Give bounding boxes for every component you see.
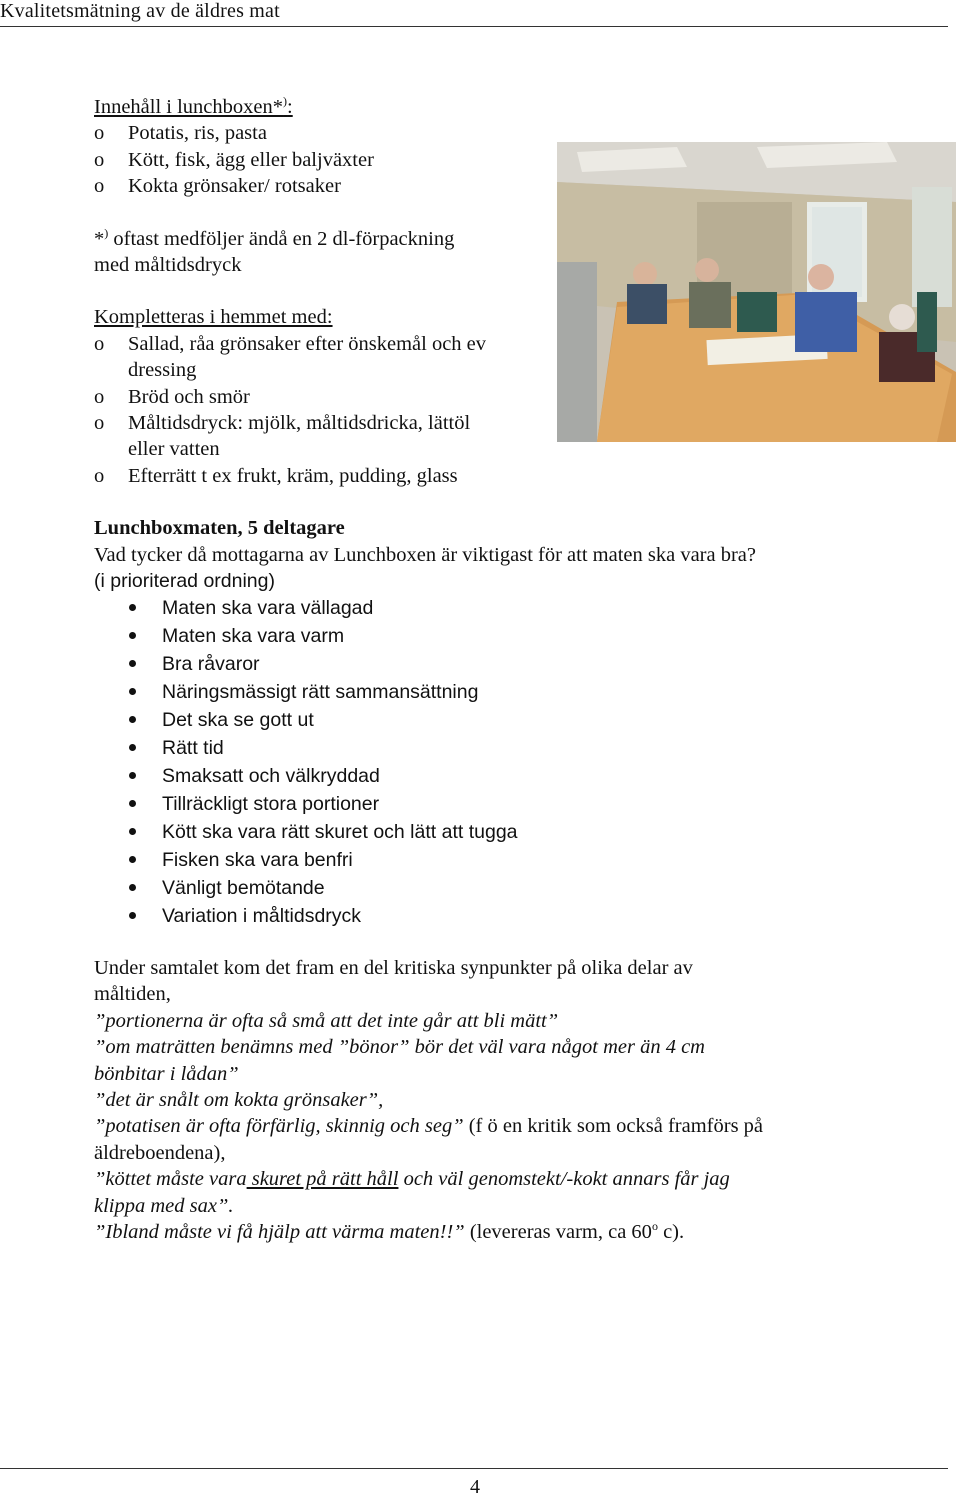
criticism-intro-line2: måltiden, xyxy=(94,983,171,1006)
survey-order-note: (i prioriterad ordning) xyxy=(94,570,275,592)
list-item: o Sallad, råa grönsaker efter önskemål och ev dressing xyxy=(94,331,486,384)
quote-beans: ”om maträtten benämns med ”bönor” bör det väl vara något mer än 4 cm xyxy=(94,1036,705,1059)
quote-portions: ”portionerna är ofta så små att det inte går att bli mätt” xyxy=(94,1009,559,1032)
list-item: Smaksatt och välkryddad xyxy=(94,762,794,790)
survey-section xyxy=(94,515,756,595)
quote-potatoes: ”potatisen är ofta förfärlig, skinnig och seg” (f ö en kritik som också framförs på xyxy=(94,1115,764,1138)
lunchbox-note: *) oftast medföljer ändå en 2 dl-förpackning xyxy=(94,225,455,250)
quote-meat: ”köttet måste vara skuret på rätt håll och väl genomstekt/-kokt annars får jag xyxy=(94,1168,730,1191)
quote-vegetables: ”det är snålt om kokta grönsaker”, xyxy=(94,1089,384,1112)
list-item: Bra råvaror xyxy=(94,650,794,678)
lunchbox-heading: Innehåll i lunchboxen*): xyxy=(94,94,293,118)
list-item: Vänligt bemötande xyxy=(94,874,794,902)
criticism-intro: Under samtalet kom det fram en del kritiska synpunkter på olika delar av xyxy=(94,957,693,979)
meeting-photo-illustration xyxy=(557,142,956,442)
quote-meat-line2: klippa med sax”. xyxy=(94,1194,234,1217)
list-item: Det ska se gott ut xyxy=(94,706,794,734)
footer-divider xyxy=(0,1468,948,1469)
lunchbox-list xyxy=(94,120,486,199)
meeting-photo xyxy=(557,142,956,442)
survey-question: Vad tycker då mottagarna av Lunchboxen är viktigast för att maten ska vara bra? xyxy=(94,543,756,566)
list-item: Tillräckligt stora portioner xyxy=(94,790,794,818)
lunchbox-note-line2: med måltidsdryck xyxy=(94,254,242,277)
survey-list xyxy=(94,594,794,930)
quote-beans-line2: bönbitar i lådan” xyxy=(94,1062,239,1085)
list-item: o Måltidsdryck: mjölk, måltidsdricka, lättöl eller vatten xyxy=(94,410,486,463)
page-header-title: Kvalitetsmätning av de äldres mat xyxy=(0,0,280,22)
list-item: o Bröd och smör xyxy=(94,384,486,410)
list-item: o Kokta grönsaker/ rotsaker xyxy=(94,173,486,199)
list-item: o Kött, fisk, ägg eller baljväxter xyxy=(94,147,486,173)
list-item: Maten ska vara vällagad xyxy=(94,594,794,622)
complement-heading: Kompletteras i hemmet med: xyxy=(94,306,333,329)
criticism-section xyxy=(94,955,894,1245)
complement-list xyxy=(94,331,486,489)
list-item: Maten ska vara varm xyxy=(94,622,794,650)
list-item: Fisken ska vara benfri xyxy=(94,846,794,874)
list-item: o Potatis, ris, pasta xyxy=(94,120,486,146)
list-item: Kött ska vara rätt skuret och lätt att tugga xyxy=(94,818,794,846)
list-item: o Efterrätt t ex frukt, kräm, pudding, glass xyxy=(94,463,486,489)
page-number: 4 xyxy=(470,1476,480,1498)
list-item: Näringsmässigt rätt sammansättning xyxy=(94,678,794,706)
lunchbox-section xyxy=(94,94,486,489)
quote-heating: ”Ibland måste vi få hjälp att värma maten!!” (levereras varm, ca 60$^o$ c). xyxy=(94,1219,685,1244)
header-divider xyxy=(0,26,948,27)
list-item: Rätt tid xyxy=(94,734,794,762)
list-item: Variation i måltidsdryck xyxy=(94,902,794,930)
quote-potatoes-line2: äldreboendena), xyxy=(94,1141,226,1164)
survey-heading: Lunchboxmaten, 5 deltagare xyxy=(94,517,345,539)
